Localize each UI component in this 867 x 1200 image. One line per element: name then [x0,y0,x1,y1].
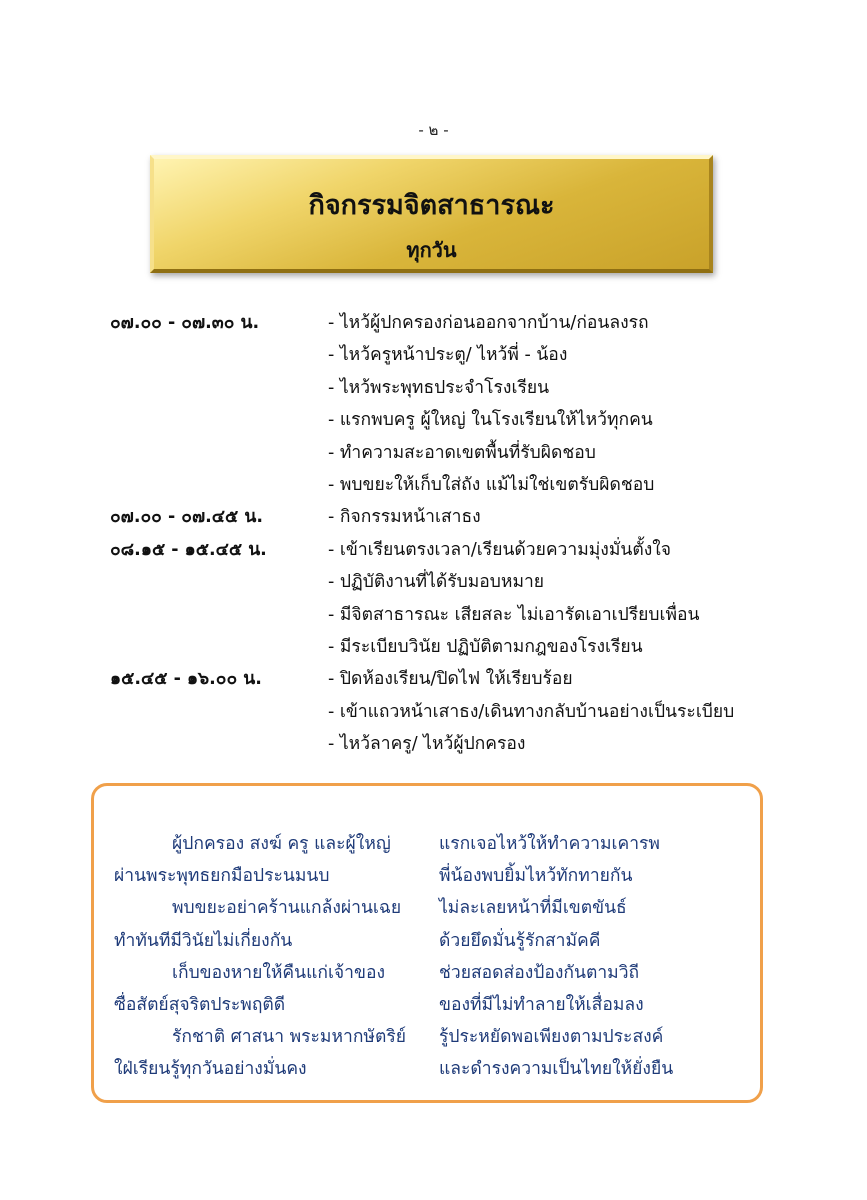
poem-line [114,892,754,924]
schedule-block [110,501,790,533]
poem-verse-second: ไม่ละเลยหน้าที่มีเขตขันธ์ [439,898,627,919]
title-banner [150,155,713,273]
page-subtitle: ทุกวัน [406,238,457,262]
poem-line [114,1021,754,1053]
schedule-time: ๐๘.๑๕ - ๑๕.๔๕ น. [110,539,267,560]
schedule-time: ๑๕.๔๕ - ๑๖.๐๐ น. [110,669,262,690]
poem-verse-first: ใฝ่เรียนรู้ทุกวันอย่างมั่นคง [114,1059,307,1080]
poem-verse-first: ทำทันทีมีวินัยไม่เกี่ยงกัน [114,930,293,951]
daily-schedule [110,307,790,761]
poem-verse-second: ด้วยยึดมั่นรู้รักสามัคคี [439,930,601,951]
schedule-item: - ทำความสะอาดเขตพื้นที่รับผิดชอบ [328,442,596,463]
poem-box [91,783,763,1103]
poem [114,828,754,1086]
poem-verse-first: รักชาติ ศาสนา พระมหากษัตริย์ [172,1027,406,1048]
poem-line [114,1053,754,1085]
poem-verse-first: ซื่อสัตย์สุจริตประพฤติดี [114,995,286,1016]
poem-verse-second: แรกเจอไหว้ให้ทำความเคารพ [439,834,660,854]
schedule-item: - ไหว้ลาครู/ ไหว้ผู้ปกครอง [328,734,526,755]
poem-verse-first: เก็บของหายให้คืนแก่เจ้าของ [172,962,386,983]
page-title: กิจกรรมจิตสาธารณะ [308,190,555,221]
schedule-item: - กิจกรรมหน้าเสาธง [328,507,481,528]
schedule-item: - ไหว้พระพุทธประจำโรงเรียน [328,377,550,398]
poem-verse-second: ของที่มีไม่ทำลายให้เสื่อมลง [439,995,644,1016]
schedule-time: ๐๗.๐๐ - ๐๗.๔๕ น. [110,507,263,528]
schedule-item: - แรกพบครู ผู้ใหญ่ ในโรงเรียนให้ไหว้ทุกคน [328,410,653,431]
poem-line [114,957,754,989]
schedule-time: ๐๗.๐๐ - ๐๗.๓๐ น. [110,313,260,333]
poem-verse-first: ผู้ปกครอง สงฆ์ ครู และผู้ใหญ่ [172,834,391,854]
schedule-block [110,663,790,760]
poem-verse-second: และดำรงความเป็นไทยให้ยั่งยืน [439,1059,674,1080]
poem-verse-first: พบขยะอย่าคร้านแกล้งผ่านเฉย [172,898,402,919]
poem-verse-second: ช่วยสอดส่องป้องกันตามวิถี [439,962,640,983]
schedule-item: - เข้าแถวหน้าเสาธง/เดินทางกลับบ้านอย่างเป็นระเบียบ [328,701,735,722]
schedule-block [110,534,790,664]
schedule-item: - ปิดห้องเรียน/ปิดไฟ ให้เรียบร้อย [328,669,573,690]
page-number: - ๒ - [418,121,449,139]
schedule-item: - ไหว้ผู้ปกครองก่อนออกจากบ้าน/ก่อนลงรถ [328,313,649,333]
poem-line [114,925,754,957]
schedule-item: - มีจิตสาธารณะ เสียสละ ไม่เอารัดเอาเปรียบเพื่อน [328,604,700,625]
schedule-item: - มีระเบียบวินัย ปฏิบัติตามกฎของโรงเรียน [328,637,643,658]
schedule-item: - พบขยะให้เก็บใส่ถัง แม้ไม่ใช่เขตรับผิดชอบ [328,475,655,496]
poem-verse-first: ผ่านพระพุทธยกมือประนมนบ [114,866,330,887]
poem-verse-second: พี่น้องพบยิ้มไหว้ทักทายกัน [439,866,633,887]
schedule-block [110,307,790,501]
schedule-item: - ไหว้ครูหน้าประตู/ ไหว้พี่ - น้อง [328,345,568,366]
schedule-item: - ปฏิบัติงานที่ได้รับมอบหมาย [328,572,545,593]
poem-line [114,989,754,1021]
schedule-item: - เข้าเรียนตรงเวลา/เรียนด้วยความมุ่งมั่นตั้งใจ [328,539,672,560]
poem-verse-second: รู้ประหยัดพอเพียงตามประสงค์ [439,1027,664,1048]
poem-line [114,860,754,892]
poem-line [114,828,754,860]
